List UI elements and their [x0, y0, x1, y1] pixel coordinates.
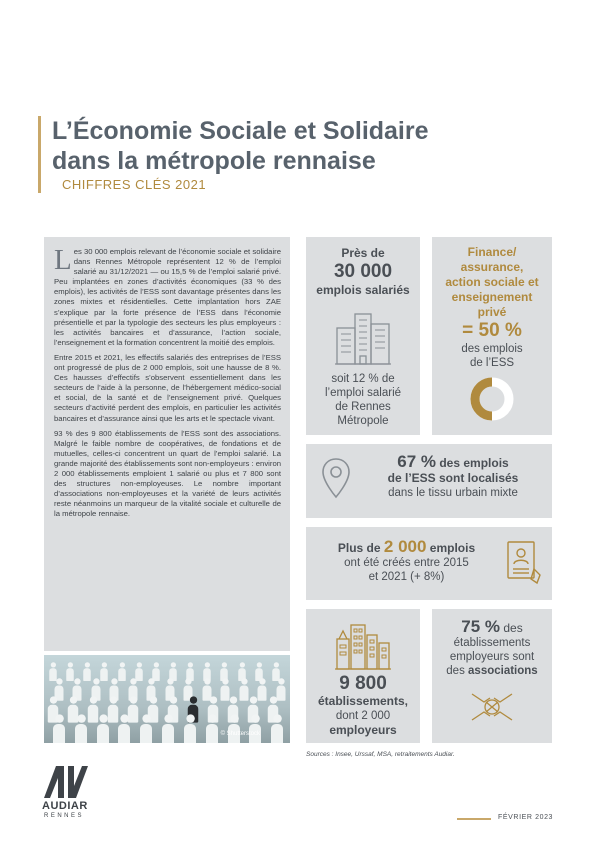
- logo-name: AUDIAR: [42, 800, 88, 812]
- card6-line4: associations: [468, 665, 538, 677]
- card2-line7: de l’ESS: [469, 357, 515, 369]
- card2-line4: enseignement: [451, 290, 533, 304]
- card2-line2: assurance,: [460, 260, 524, 274]
- crowd-figure: [239, 678, 248, 701]
- crowd-figure: [206, 714, 218, 743]
- card2-line5: privé: [477, 305, 507, 319]
- paragraph-3: 93 % des 9 800 établissements de l’ESS sont des associations. Malgré le faible nombre de coopératives, de fondations et de mutuelles, celles-ci concentrent un quart de l’emploi salarié. La grande majorité des établissements sont non-employeurs : environ 2 000 établissements emploient 1 salarié ou plus et 7 800 sont des structures non-employeuses. Le nombre important d’associations non-employeuses et la variété de leurs activités reste néanmoins un marqueur de la vitalité sociale et culturelle de la métropole rennaise.: [54, 428, 281, 519]
- card1-bottom3: de Rennes: [335, 401, 391, 413]
- card5-number: 9 800: [339, 673, 387, 694]
- card-sectors: [432, 237, 552, 435]
- location-pin-icon: [320, 457, 352, 508]
- sources-note: Sources : Insee, Urssaf, MSA, retraitements Audiar.: [306, 751, 455, 758]
- crowd-figure: [258, 678, 267, 701]
- crowd-figure: [271, 714, 283, 743]
- page-subtitle: CHIFFRES CLÉS 2021: [62, 177, 207, 192]
- city-icon: [333, 619, 393, 671]
- title-line-2: dans la métropole rennaise: [52, 147, 376, 175]
- crowd-figure: [53, 714, 65, 743]
- crowd-figure: [228, 714, 240, 743]
- card3-line1: des emplois: [436, 456, 509, 470]
- card4-number: 2 000: [383, 537, 427, 556]
- logo-subtitle: RENNES: [44, 813, 85, 819]
- card6-line4-pre: des: [446, 665, 469, 677]
- card2-line6: des emplois: [461, 343, 523, 355]
- buildings-icon: [333, 306, 393, 368]
- crowd-figure: [75, 714, 87, 743]
- card-location: [306, 444, 552, 518]
- card1-number: 30 000: [333, 261, 393, 282]
- page-title: [52, 116, 572, 176]
- crowd-figure: [184, 714, 196, 743]
- card2-line1: Finance/: [467, 245, 517, 259]
- card3-line3: dans le tissu urbain mixte: [388, 487, 518, 499]
- card2-line3: action sociale et: [445, 275, 539, 289]
- hands-icon: [466, 684, 518, 730]
- donut-chart-icon: [469, 376, 515, 422]
- paragraph-1-text: es 30 000 emplois relevant de l’économie sociale et solidaire dans Rennes Métropole représentent 12 % de l’emploi salarié au 31/12/2021 — ou 15,5 % de l’emploi salarié privé. Peu implantées en zones d’activités économiques (33 % des emplois), les activités de l’ESS sont davantage présentes dans les zones mixtes et résidentielles. Cette implantation hors ZAE s’explique par la forte présence de l’ESS dans l’économie présentielle et par la typologie des secteurs les plus employeurs : les activités bancaires et d’assurance, l’action sociale, l’enseignement et la formation concentrent la moitié des emplois.: [54, 247, 281, 347]
- crowd-photo: [44, 655, 290, 743]
- card3-number: 67 %: [397, 452, 437, 471]
- paragraph-1: [54, 244, 281, 348]
- card4-post: emplois: [426, 541, 476, 555]
- title-accent-bar: [38, 116, 41, 193]
- card1-bottom2: l’emploi salarié: [324, 387, 402, 399]
- card1-bottom1: soit 12 % de: [331, 373, 395, 385]
- document-icon: [504, 539, 544, 592]
- card6-number: 75 %: [461, 617, 501, 636]
- card-jobs-created: [306, 527, 552, 600]
- card5-line3: employeurs: [329, 723, 397, 737]
- footer-accent-line: [457, 818, 491, 820]
- card5-line2: dont 2 000: [335, 710, 391, 722]
- crowd-figure: [118, 662, 126, 682]
- card6-line2: établissements: [453, 637, 531, 649]
- card1-bottom4: Métropole: [337, 415, 389, 427]
- title-line-1: L’Économie Sociale et Solidaire: [52, 117, 429, 145]
- crowd-figure: [108, 696, 119, 723]
- card6-line1: des: [500, 621, 523, 635]
- photo-credit: © Shutterstock: [220, 731, 260, 737]
- crowd-figure: [162, 714, 174, 743]
- intro-text-box: [44, 237, 290, 651]
- card6-line3: employeurs sont: [449, 651, 535, 663]
- card-employees: [306, 237, 420, 435]
- crowd-figure: [249, 714, 261, 743]
- card1-line1: Près de: [341, 246, 385, 260]
- footer-date: FÉVRIER 2023: [498, 814, 554, 821]
- crowd-figure: [140, 714, 152, 743]
- crowd-figure: [118, 714, 130, 743]
- drop-cap: L: [54, 244, 72, 276]
- crowd-figure: [97, 714, 109, 743]
- card4-line3: et 2021 (+ 8%): [368, 571, 445, 583]
- card5-line1: établissements,: [317, 694, 409, 708]
- crowd-figure: [101, 662, 109, 682]
- card4-pre: Plus de: [337, 541, 384, 555]
- card4-line2: ont été créés entre 2015: [344, 557, 469, 569]
- crowd-figure: [84, 662, 92, 682]
- paragraph-2: Entre 2015 et 2021, les effectifs salariés des entreprises de l’ESS ont progressé de plus de 2 000 emplois, soit une hausse de 8 %. Ces hausses d’effectifs s’observent essentiellement dans les secteurs de l’aide à la personne, de l’hébergement médico-social et social, de la santé et de l’enseignement privé. Quelques secteurs d’activité perdent des emplois, en particulier les activités bancaires et d’assurance ainsi que les arts et le spectacle vivant.: [54, 352, 281, 423]
- card2-number: = 50 %: [462, 320, 522, 341]
- card-establishments: [306, 609, 420, 743]
- card1-line2: emplois salariés: [316, 283, 410, 297]
- card-associations: [432, 609, 552, 743]
- card3-line2: de l’ESS sont localisés: [387, 471, 519, 485]
